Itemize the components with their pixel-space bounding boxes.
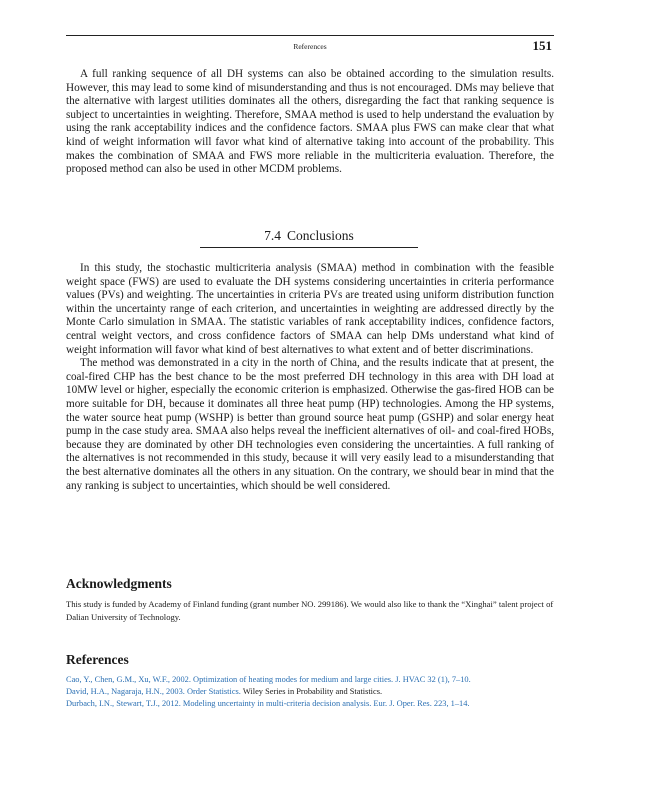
page-number: 151 [532,38,552,53]
running-head [66,40,554,54]
reference-item [66,698,566,710]
section-number: 7.4 [264,228,282,243]
conclusions-body [66,262,554,493]
intro-paragraph: A full ranking sequence of all DH systems can also be obtained according to the simulation results. However, this may lead to some kind of misunderstanding and thus is not encouraged. DMs may believe that the alternative with largest utilities dominates all the others, disregarding the fact that ranking sequence is subject to uncertainties in weighting. Therefore, SMAA method is used to help understand the evaluation by using the rank acceptability indices and the confidence factors. SMAA plus FWS can make clear that what kind of weight information will favor what kind of alternative taking into account of the probability. This makes the combination of SMAA and FWS more reliable in the multicriteria evaluation. Therefore, the proposed method can also be used in other MCDM problems. [66,68,554,176]
reference-item [66,686,566,698]
header-rule [66,35,554,36]
acknowledgments-heading: Acknowledgments [66,576,172,591]
section-title: Conclusions [287,228,354,243]
conclusion-paragraph-2: The method was demonstrated in a city in the north of China, and the results indicate that at present, the coal-fired CHP has the best chance to be the most preferred DH technology in this area with DH load at 10MW level or higher, especially the economic criterion is emphasized. Otherwise the gas-fired HOB can be more suitable for DH, because it dominates all three heat pump (HP) technologies. Among the HP systems, the water source heat pump (WSHP) is better than ground source heat pump (GSHP) and solar energy heat pump in the case study area. SMAA also helps reveal the inefficient alternatives of oil- and coal-fired HOBs, because they are dominated by other DH technologies even considering the uncertainties. A full ranking of the alternatives is not recommended in this study, because it will very easily lead to a misunderstanding that the best alternative dominates all the others in any situation. On the contrary, we should bear in mind that the any ranking is subject to uncertainties, which should be well considered. [66,357,554,492]
running-title: References [293,42,327,51]
intro-paragraph-block [66,68,554,177]
section-heading [200,228,418,248]
reference-link[interactable]: Durbach, I.N., Stewart, T.J., 2012. Modeling uncertainty in multi-criteria decision analysis. Eur. J. Oper. Res. 223, 1–14. [66,699,470,709]
references-heading: References [66,652,129,667]
acknowledgments-text: This study is funded by Academy of Finland funding (grant number NO. 299186). We would also like to thank the “Xinghai” talent project of Dalian University of Technology. [66,599,554,622]
reference-list [66,674,566,711]
reference-link[interactable]: Cao, Y., Chen, G.M., Xu, W.F., 2002. Optimization of heating modes for medium and large cities. J. HVAC 32 (1), 7–10. [66,675,471,684]
reference-rest: Wiley Series in Probability and Statistics. [240,687,383,697]
reference-link[interactable]: David, H.A., Nagaraja, H.N., 2003. Order Statistics. [66,687,241,697]
conclusion-paragraph-1: In this study, the stochastic multicriteria analysis (SMAA) method in combination with the feasible weight space (FWS) are used to evaluate the DH systems considering uncertainties in criteria performance values (PVs) and weighting. The uncertainties in criteria PVs are treated using uniform distribution function within the uncertainty range of each criterion, and uncertainties in weighting are addressed directly by the Monte Carlo simulation in SMAA. The statistic variables of rank acceptability indices, confidence factors, central weight vectors, and cross confidence factors of SMAA can help DMs understand what kind of weight information will favor what kind of best alternatives to what extent and of better discriminations. [66,262,554,356]
reference-item [66,674,566,686]
